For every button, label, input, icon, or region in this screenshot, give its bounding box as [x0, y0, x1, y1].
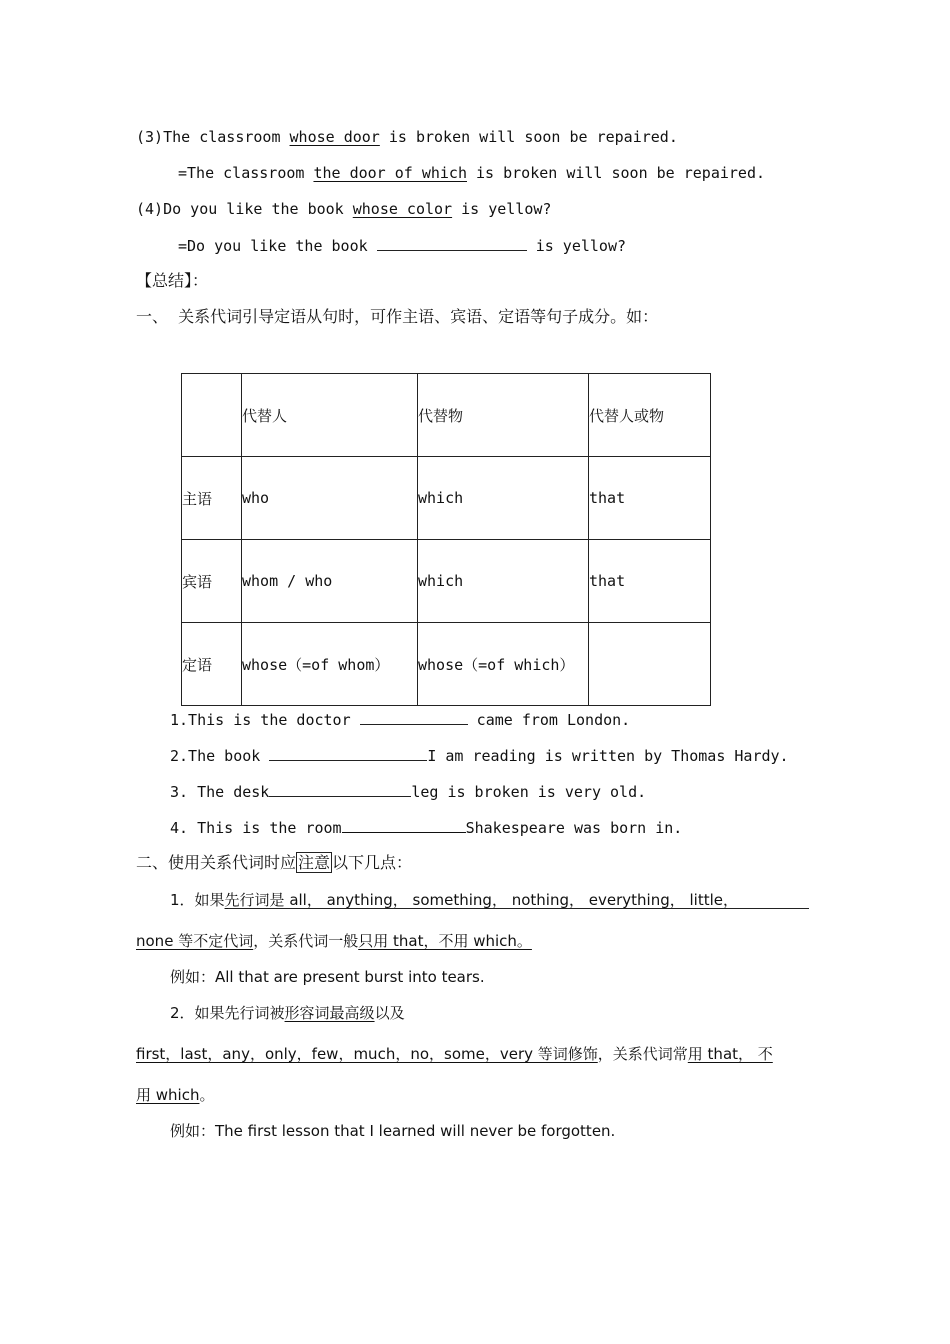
exercise-3	[170, 781, 646, 802]
example-3-phrase: whose door	[289, 128, 380, 146]
exercise-4-suffix: Shakespeare was born in.	[465, 819, 683, 837]
example-3-eq-phrase: the door of which	[313, 164, 467, 182]
example-3-eq-prefix: =The classroom	[178, 164, 314, 182]
table-row	[182, 540, 711, 623]
table-header-cell: 代替人或物	[589, 374, 711, 457]
exercise-2	[170, 745, 789, 766]
note-2-example: 例如：The first lesson that I learned will never be forgotten.	[170, 1122, 616, 1140]
note-2-line-1	[170, 1003, 405, 1023]
exercise-1	[170, 709, 630, 730]
notes-heading-pre: 二、使用关系代词时应	[136, 853, 297, 872]
note-1-example: 例如：All that are present burst into tears.	[170, 968, 485, 986]
note-1-prefix: 1．如果	[170, 891, 225, 909]
example-4-eq-suffix: is yellow?	[526, 237, 627, 255]
exercise-1-suffix: came from London.	[467, 711, 631, 729]
note-1-underline	[228, 908, 809, 909]
table-cell: that	[589, 457, 711, 540]
table-cell: whose（=of which）	[418, 623, 589, 706]
note-2-line-3-end: 。	[199, 1086, 215, 1104]
table-row-label: 主语	[182, 457, 242, 540]
note-1-line-2	[136, 931, 532, 951]
summary-heading: 【总结】：	[136, 271, 209, 290]
table-header-cell: 代替人	[242, 374, 418, 457]
exercise-3-suffix: leg is broken is very old.	[411, 783, 647, 801]
note-2-underlined: 形容词最高级	[284, 1004, 375, 1022]
table-cell: which	[418, 457, 589, 540]
note-1-line-2-underlined: none 等不定代词	[136, 932, 254, 950]
note-2-suffix: 以及	[374, 1004, 405, 1022]
table-row-label: 定语	[182, 623, 242, 706]
table-header-cell: 代替物	[418, 374, 589, 457]
exercise-2-suffix: I am reading is written by Thomas Hardy.	[427, 747, 789, 765]
notes-heading-post: 以下几点：	[332, 853, 413, 872]
table-row	[182, 623, 711, 706]
exercise-3-blank[interactable]	[269, 781, 411, 797]
note-2-line-2-underlined: first，last，any，only，few，much，no，some，very 等词修饰	[136, 1045, 598, 1063]
example-3-eq-suffix: is broken will soon be repaired.	[467, 164, 766, 182]
table-header-cell	[182, 374, 242, 457]
example-4-phrase: whose color	[352, 200, 453, 218]
note-1-underlined: 先行词是 all， anything， something， nothing， everything， little，	[224, 891, 738, 909]
table-row	[182, 457, 711, 540]
example-3-equivalent	[178, 163, 765, 183]
table-cell: whom / who	[242, 540, 418, 623]
exercise-1-blank[interactable]	[360, 709, 468, 725]
table-cell: who	[242, 457, 418, 540]
table-cell: which	[418, 540, 589, 623]
note-2-line-2	[136, 1044, 773, 1064]
note-2-line-3-underlined: 用 which	[136, 1086, 200, 1104]
exercise-2-blank[interactable]	[269, 745, 427, 761]
example-4-blank[interactable]	[377, 235, 527, 251]
summary-point-1: 一、 关系代词引导定语从句时，可作主语、宾语、定语等句子成分。如：	[136, 307, 659, 326]
example-4-eq-prefix: =Do you like the book	[178, 237, 377, 255]
exercise-4-blank[interactable]	[342, 817, 466, 833]
note-2-line-2-mid: ，关系代词常	[597, 1045, 688, 1063]
table-cell	[589, 623, 711, 706]
exercise-4-prefix: 4. This is the room	[170, 819, 342, 837]
exercise-2-prefix: 2.The book	[170, 747, 270, 765]
notes-heading	[136, 853, 412, 873]
notes-heading-boxed: 注意	[298, 853, 331, 872]
example-3-suffix: is broken will soon be repaired.	[379, 128, 678, 146]
note-2-line-3	[136, 1085, 214, 1105]
note-1-line-2-underlined-2: 只用 that，不用 which。	[358, 932, 532, 950]
note-1-line-2-mid: ，关系代词一般	[253, 932, 359, 950]
table-row-label: 宾语	[182, 540, 242, 623]
relative-pronoun-table	[181, 373, 711, 706]
exercise-4	[170, 817, 682, 838]
example-3-prefix: (3)The classroom	[136, 128, 290, 146]
example-4	[136, 199, 551, 219]
table-cell: whose（=of whom）	[242, 623, 418, 706]
exercise-1-prefix: 1.This is the doctor	[170, 711, 360, 729]
exercise-3-prefix: 3. The desk	[170, 783, 270, 801]
example-3	[136, 127, 678, 147]
note-2-line-2-underlined-2: 用 that， 不	[687, 1045, 773, 1063]
note-2-prefix: 2．如果先行词被	[170, 1004, 285, 1022]
example-4-prefix: (4)Do you like the book	[136, 200, 353, 218]
example-4-suffix: is yellow?	[452, 200, 552, 218]
example-4-equivalent	[178, 235, 626, 256]
table-header-row	[182, 374, 711, 457]
table-cell: that	[589, 540, 711, 623]
note-1-line-1	[170, 890, 738, 910]
